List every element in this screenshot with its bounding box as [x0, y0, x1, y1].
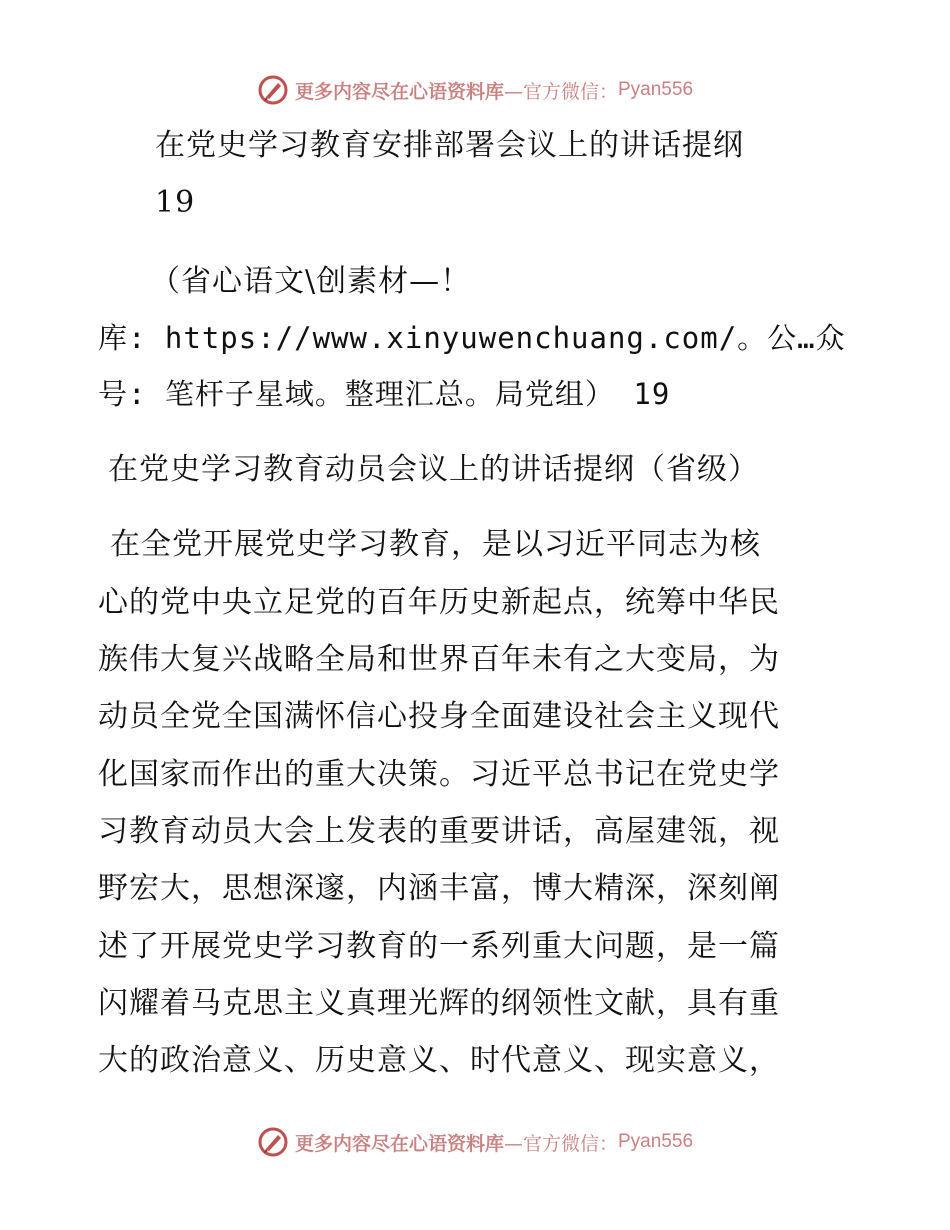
body-line: 大的政治意义、历史意义、时代意义、现实意义，	[98, 1043, 780, 1078]
banner-text: 更多内容尽在心语资料库	[294, 1132, 504, 1155]
banner-text: 更多内容尽在心语资料库	[294, 80, 504, 103]
doc-subtitle: 在党史学习教育动员会议上的讲话提纲（省级）	[108, 452, 759, 487]
banner-separator: —官方微信：	[503, 80, 618, 103]
banner-wechat-id: Pyan556	[618, 79, 694, 100]
banner-wechat-id: Pyan556	[618, 1131, 694, 1152]
body-line: 述了开展党史学习教育的一系列重大问题，是一篇	[98, 929, 780, 964]
doc-title-line1: 在党史学习教育安排部署会议上的讲话提纲	[155, 128, 744, 163]
body-line: 心的党中央立足党的百年历史新起点，统筹中华民	[98, 585, 780, 620]
header-banner	[0, 70, 950, 110]
pen-logo-icon	[257, 1126, 289, 1158]
body-line: 化国家而作出的重大决策。习近平总书记在党史学	[98, 757, 780, 792]
body-line: 习教育动员大会上发表的重要讲话，高屋建瓴，视	[98, 814, 780, 849]
body-line: 野宏大，思想深邃，内涵丰富，博大精深，深刻阐	[98, 871, 780, 906]
body-line: 在全党开展党史学习教育，是以习近平同志为核	[110, 527, 761, 562]
source-line1: （省心语文\创素材—！	[150, 264, 472, 299]
body-line: 族伟大复兴战略全局和世界百年未有之大变局，为	[98, 642, 780, 677]
body-line: 动员全党全国满怀信心投身全面建设社会主义现代	[98, 699, 780, 734]
source-line2: 库: https://www.xinyuwenchuang.com/。公…众	[98, 321, 846, 355]
footer-banner	[0, 1122, 950, 1162]
doc-title-line2: 19	[155, 185, 196, 220]
body-line: 闪耀着马克思主义真理光辉的纲领性文献，具有重	[98, 986, 780, 1021]
source-line3: 号: 笔杆子星域。整理汇总。局党组） 19	[98, 377, 671, 411]
banner-separator: —官方微信：	[503, 1132, 618, 1155]
pen-logo-icon	[257, 74, 289, 106]
